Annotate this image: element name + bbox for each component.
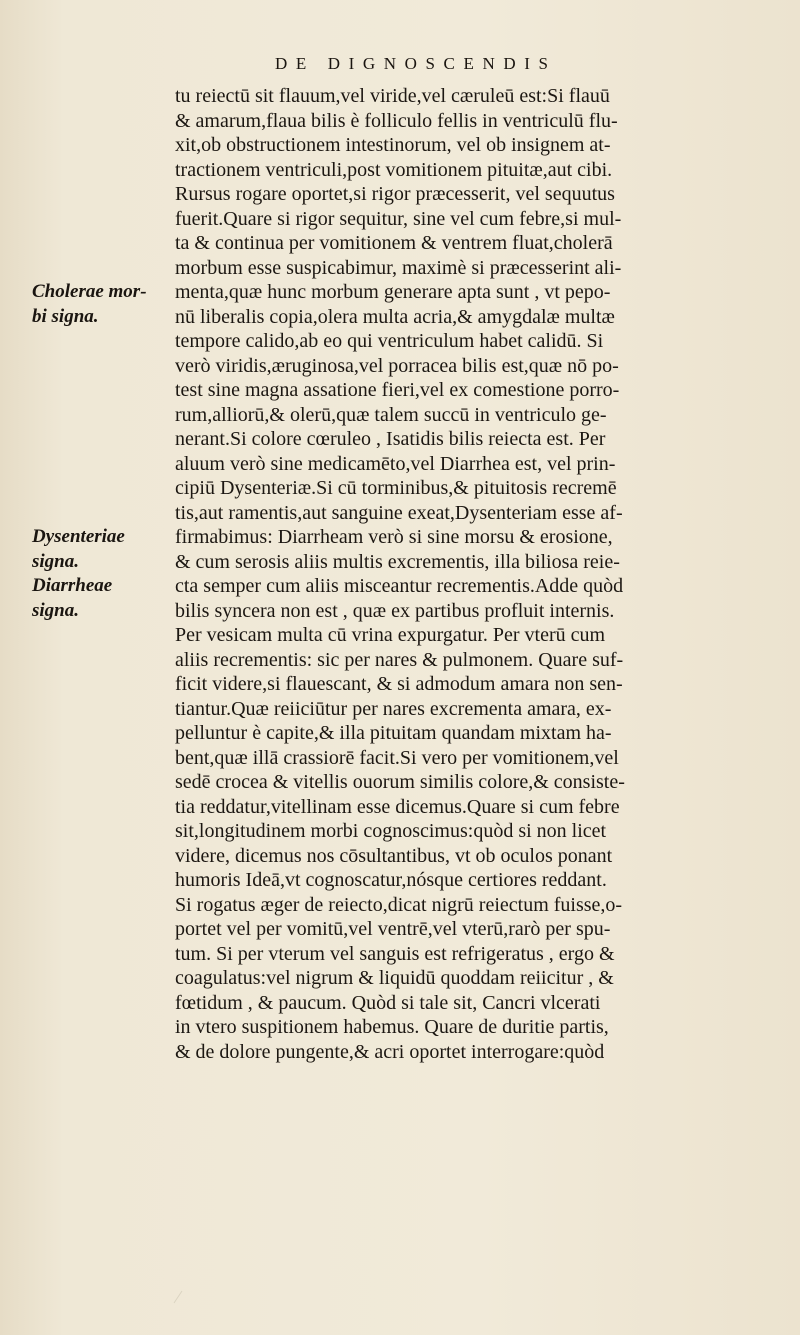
marginal-note-cholera <box>32 280 147 329</box>
text-line: & amarum,flaua bilis è folliculo fellis in ventriculū flu- <box>175 109 618 132</box>
text-line: sedē crocea & vitellis ouorum similis colore,& consiste- <box>175 771 625 793</box>
marginal-note-line: Diarrheae <box>32 575 113 596</box>
text-line: coagulatus:vel nigrum & liquidū quoddam reiicitur , & <box>175 967 614 989</box>
text-line: cta semper cum aliis misceantur recrementis.Adde quòd <box>175 575 624 597</box>
body-text <box>175 84 735 1064</box>
text-line: tis,aut ramentis,aut sanguine exeat,Dysenteriam esse af- <box>175 501 623 524</box>
text-line: cipiū Dysenteriæ.Si cū torminibus,& pituitosis recremē <box>175 477 617 499</box>
text-line: ta & continua per vomitionem & ventrem fluat,cholerā <box>175 232 613 254</box>
marginal-note-line: Dysenteriae <box>32 526 125 547</box>
text-line: tempore calido,ab eo qui ventriculum habet calidū. Si <box>175 330 604 352</box>
marginal-note-dysentery-diarrhea <box>32 525 125 623</box>
text-line: tractionem ventriculi,post vomitionem pituitæ,aut cibi. <box>175 158 613 181</box>
marginal-note-line: signa. <box>32 550 79 572</box>
text-line: sit,longitudinem morbi cognoscimus:quòd si non licet <box>175 820 607 842</box>
text-line: bent,quæ illā crassiorē facit.Si vero per vomitionem,vel <box>175 746 619 769</box>
text-line: xit,ob obstructionem intestinorum, vel ob insignem at- <box>175 134 611 156</box>
text-line: tu reiectū sit flauum,vel viride,vel cæruleū est:Si flauū <box>175 85 610 107</box>
text-line: rum,alliorū,& olerū,quæ talem succū in ventriculo ge- <box>175 403 607 426</box>
text-line: test sine magna assatione fieri,vel ex comestione porro- <box>175 379 620 401</box>
marginal-note-line: bi signa. <box>32 305 99 327</box>
marginal-note-line: Cholerae mor- <box>32 281 147 302</box>
text-line: in vtero suspitionem habemus. Quare de duritie partis, <box>175 1016 609 1038</box>
text-line: pelluntur è capite,& illa pituitam quandam mixtam ha- <box>175 722 612 744</box>
text-line: firmabimus: Diarrheam verò si sine morsu & erosione, <box>175 526 613 548</box>
text-line: aluum verò sine medicamēto,vel Diarrhea est, vel prin- <box>175 452 616 475</box>
text-line: tum. Si per vterum vel sanguis est refrigeratus , ergo & <box>175 942 615 965</box>
text-line: menta,quæ hunc morbum generare apta sunt , vt pepo- <box>175 281 611 303</box>
text-line: nū liberalis copia,olera multa acria,& amygdalæ multæ <box>175 305 615 328</box>
text-line: tiantur.Quæ reiiciūtur per nares excrementa amara, ex- <box>175 697 612 720</box>
text-line: morbum esse suspicabimur, maximè si præcesserint ali- <box>175 256 622 279</box>
text-line: verò viridis,æruginosa,vel porracea bilis est,quæ nō po- <box>175 354 619 377</box>
text-line: & cum serosis aliis multis excrementis, illa biliosa reie- <box>175 550 620 573</box>
text-line: Si rogatus æger de reiecto,dicat nigrū reiectum fuisse,o- <box>175 893 623 916</box>
text-line: aliis recrementis: sic per nares & pulmonem. Quare suf- <box>175 648 624 671</box>
text-line: videre, dicemus nos cōsultantibus, vt ob oculos ponant <box>175 844 613 867</box>
text-line: bilis syncera non est , quæ ex partibus profluit internis. <box>175 599 615 622</box>
text-line: fuerit.Quare si rigor sequitur, sine vel cum febre,si mul- <box>175 207 622 230</box>
text-line: tia reddatur,vitellinam esse dicemus.Quare si cum febre <box>175 795 620 818</box>
text-line: ficit videre,si flauescant, & si admodum amara non sen- <box>175 673 623 695</box>
text-line: humoris Ideā,vt cognoscatur,nósque certiores reddant. <box>175 869 607 891</box>
text-line: fœtidum , & paucum. Quòd si tale sit, Cancri vlcerati <box>175 991 601 1014</box>
marginal-note-line: signa. <box>32 599 79 621</box>
text-line: Rursus rogare oportet,si rigor præcesserit, vel sequutus <box>175 183 615 205</box>
ink-smudge <box>172 1285 212 1305</box>
text-line: & de dolore pungente,& acri oportet interrogare:quòd <box>175 1040 605 1063</box>
text-line: nerant.Si colore cœruleo , Isatidis bilis reiecta est. Per <box>175 428 606 450</box>
text-line: Per vesicam multa cū vrina expurgatur. Per vterū cum <box>175 624 606 646</box>
text-line: portet vel per vomitū,vel ventrē,vel vterū,rarò per spu- <box>175 918 611 940</box>
running-header: DE DIGNOSCENDIS <box>275 54 557 73</box>
